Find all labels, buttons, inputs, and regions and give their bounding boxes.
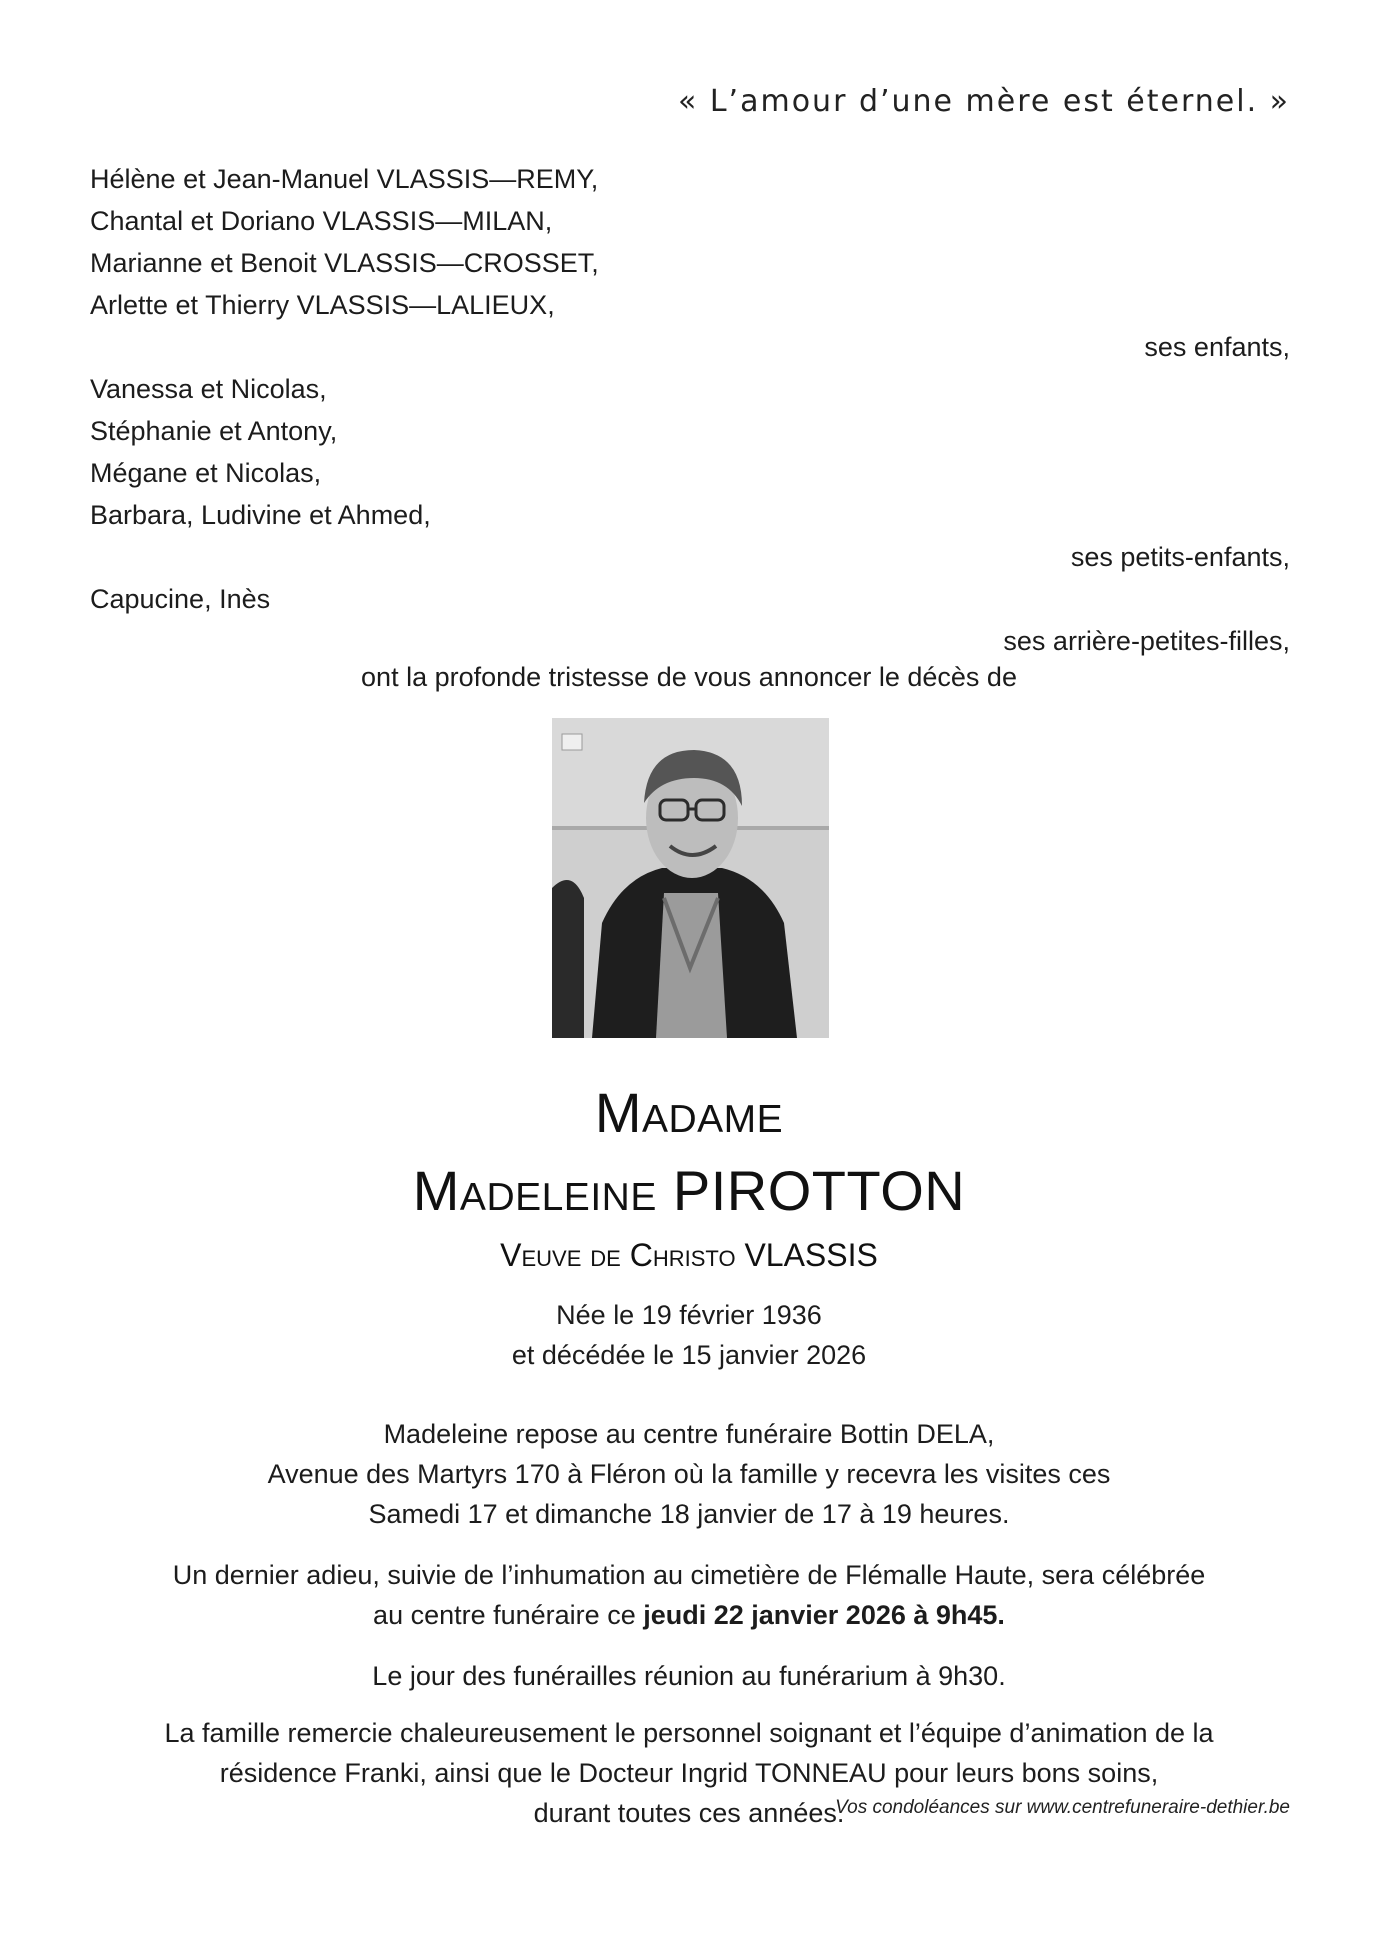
quote: « L’amour d’une mère est éternel. » — [677, 84, 1290, 119]
thanks-line: durant toutes ces années. — [533, 1798, 845, 1828]
death-date: et décédée le 15 janvier 2026 — [511, 1340, 867, 1370]
thanks-line: résidence Franki, ainsi que le Docteur Ingrid TONNEAU pour leurs bons soins, — [219, 1758, 1159, 1788]
children-role: ses enfants, — [1144, 332, 1290, 362]
portrait-photo — [552, 718, 829, 1038]
child-line: Marianne et Benoit VLASSIS—CROSSET, — [90, 248, 599, 278]
child-line: Chantal et Doriano VLASSIS—MILAN, — [90, 206, 553, 236]
meeting-line: Le jour des funérailles réunion au funérarium à 9h30. — [372, 1661, 1006, 1691]
ceremony-prefix: au centre funéraire ce — [373, 1600, 644, 1630]
birth-date: Née le 19 février 1936 — [556, 1300, 822, 1330]
great-grandchildren-role: ses arrière-petites-filles, — [1003, 626, 1290, 656]
grandchild-line: Stéphanie et Antony, — [90, 416, 338, 446]
thanks-line: La famille remercie chaleureusement le personnel soignant et l’équipe d’animation de la — [164, 1718, 1214, 1748]
ceremony-date: jeudi 22 janvier 2026 à 9h45. — [643, 1600, 1005, 1630]
deceased-title: Madame — [594, 1081, 784, 1144]
great-grandchild-line: Capucine, Inès — [90, 584, 271, 614]
child-line: Arlette et Thierry VLASSIS—LALIEUX, — [90, 290, 555, 320]
grandchildren-role: ses petits-enfants, — [1070, 542, 1290, 572]
grandchild-line: Barbara, Ludivine et Ahmed, — [90, 500, 431, 530]
visitation-line: Samedi 17 et dimanche 18 janvier de 17 à 19 heures. — [368, 1499, 1010, 1529]
child-line: Hélène et Jean-Manuel VLASSIS—REMY, — [90, 164, 599, 194]
condolences-link[interactable]: Vos condoléances sur www.centrefuneraire-dethier.be — [835, 1797, 1290, 1818]
ceremony-line: Un dernier adieu, suivie de l’inhumation au cimetière de Flémalle Haute, sera célébrée — [172, 1560, 1206, 1590]
visitation-line: Avenue des Martyrs 170 à Fléron où la famille y recevra les visites ces — [267, 1459, 1111, 1489]
grandchild-line: Vanessa et Nicolas, — [90, 374, 327, 404]
announcement: ont la profonde tristesse de vous annoncer le décès de — [361, 662, 1017, 692]
portrait-illustration — [552, 718, 829, 1038]
deceased-name: Madeleine PIROTTON — [412, 1159, 966, 1222]
visitation-line: Madeleine repose au centre funéraire Bottin DELA, — [383, 1419, 995, 1449]
grandchild-line: Mégane et Nicolas, — [90, 458, 322, 488]
ceremony-date-line — [0, 1600, 1378, 1631]
widow-of: Veuve de Christo VLASSIS — [500, 1237, 878, 1273]
